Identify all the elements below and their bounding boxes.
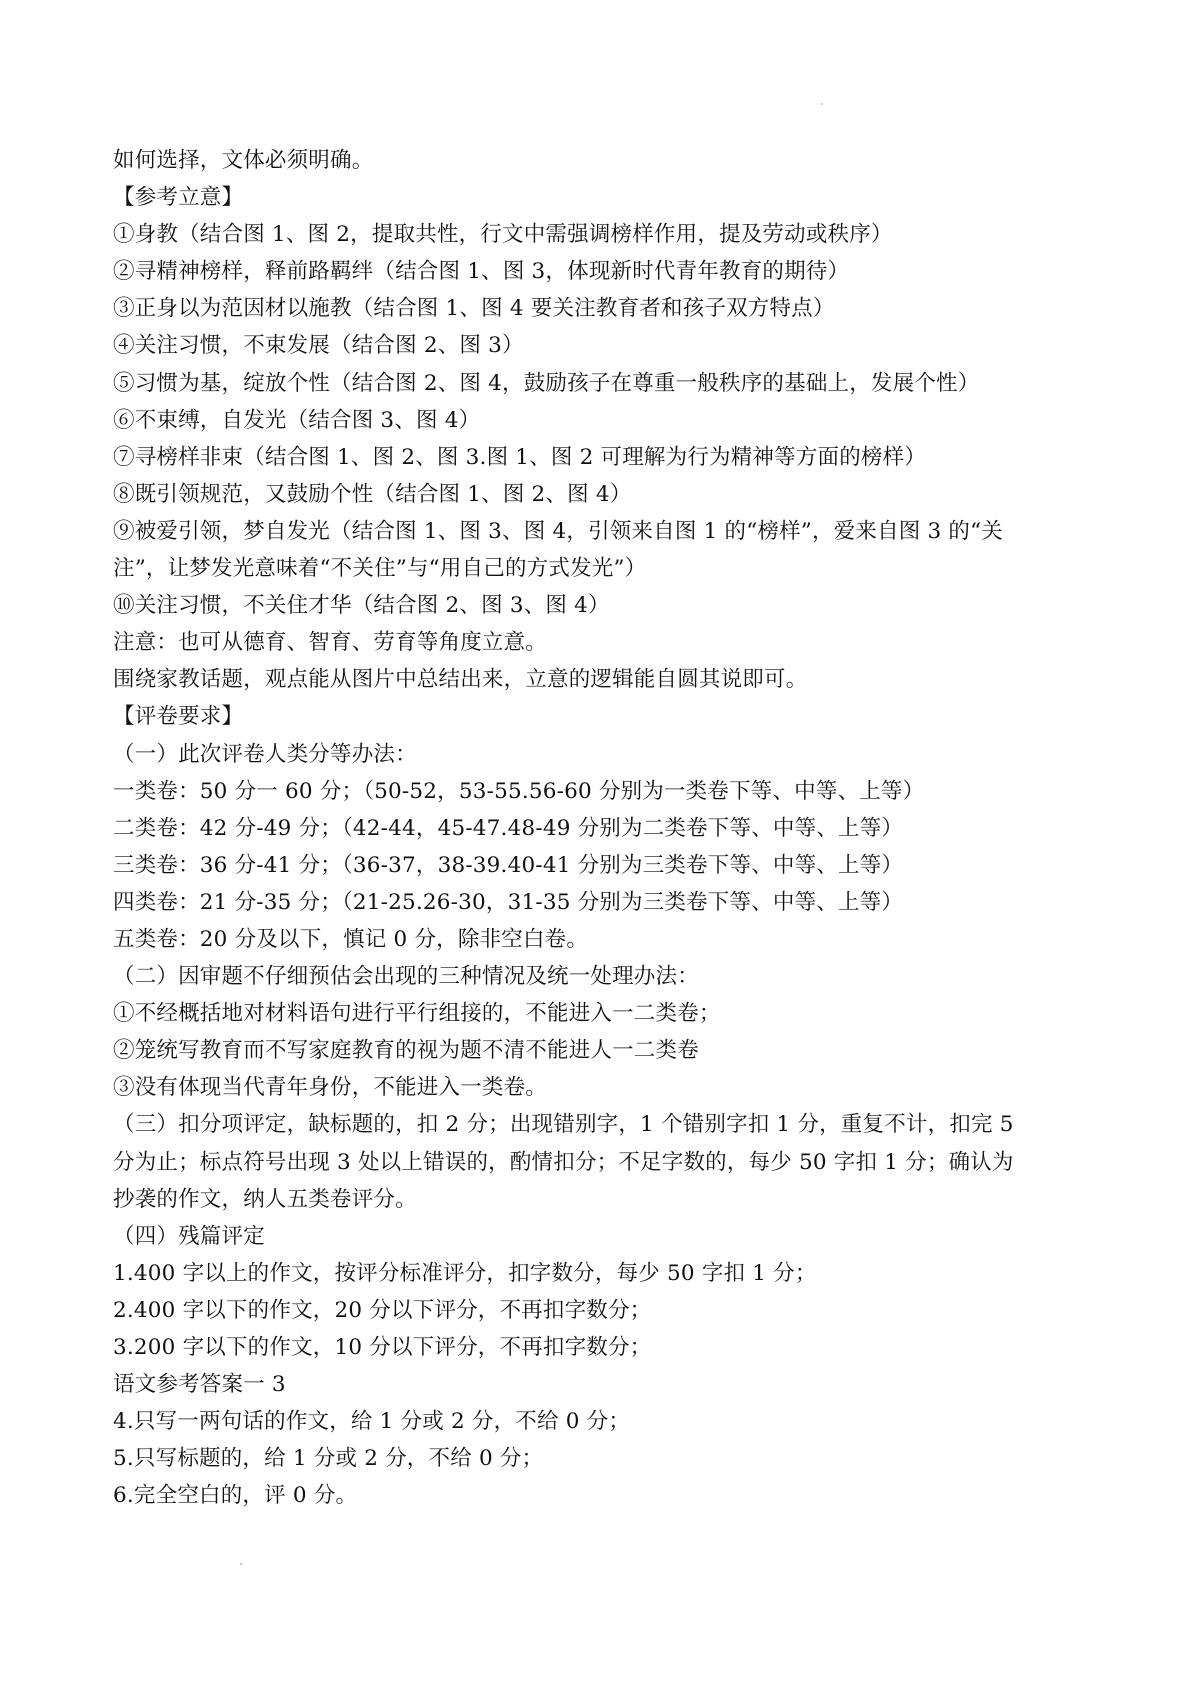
rule-item: ③没有体现当代青年身份，不能进入一类卷。 <box>113 1075 548 1101</box>
grade-level-line: 五类卷：20 分及以下，慎记 0 分，除非空白卷。 <box>113 926 589 952</box>
idea-item: ⑨被爱引领，梦自发光（结合图 1、图 3、图 4，引领来自图 1 的“榜样”，爱来自图 3 的“关 <box>113 518 1004 544</box>
scan-speck <box>240 1563 242 1565</box>
subsection-heading: （四）残篇评定 <box>113 1223 265 1249</box>
idea-item: ③正身以为范因材以施教（结合图 1、图 4 要关注教育者和孩子双方特点） <box>113 296 835 322</box>
idea-item: ⑦寻榜样非束（结合图 1、图 2、图 3.图 1、图 2 可理解为行为精神等方面的榜样） <box>113 444 927 470</box>
incomplete-essay-rule: 6.完全空白的，评 0 分。 <box>113 1483 358 1509</box>
grade-level-line: 四类卷：21 分-35 分；（21-25.26-30，31-35 分别为三类卷下等、中等、上等） <box>113 889 904 915</box>
text-line: 如何选择，文体必须明确。 <box>113 148 374 173</box>
incomplete-essay-rule: 2.400 字以下的作文，20 分以下评分，不再扣字数分； <box>113 1297 652 1323</box>
incomplete-essay-rule: 5.只写标题的，给 1 分或 2 分，不给 0 分； <box>113 1446 544 1472</box>
deduction-paragraph-line: 分为止；标点符号出现 3 处以上错误的，酌情扣分；不足字数的，每少 50 字扣 1 分；确认为 <box>113 1149 1014 1175</box>
idea-item: ①身教（结合图 1、图 2，提取共性，行文中需强调榜样作用，提及劳动或秩序） <box>113 222 893 248</box>
grade-level-line: 二类卷：42 分-49 分；（42-44，45-47.48-49 分别为二类卷下等、中等、上等） <box>113 815 904 841</box>
incomplete-essay-rule: 1.400 字以上的作文，按评分标准评分，扣字数分，每少 50 字扣 1 分； <box>113 1260 817 1286</box>
section-heading-grading-requirements: 【评卷要求】 <box>113 704 244 730</box>
section-heading-reference-ideas: 【参考立意】 <box>113 185 244 211</box>
page-footer-label: 语文参考答案一 3 <box>113 1372 286 1398</box>
deduction-paragraph-line: 抄袭的作文，纳人五类卷评分。 <box>113 1186 417 1212</box>
idea-item: ⑤习惯为基，绽放个性（结合图 2、图 4，鼓励孩子在尊重一般秩序的基础上，发展个性） <box>113 370 980 396</box>
idea-item: ②寻精神榜样，释前路羁绊（结合图 1、图 3，体现新时代青年教育的期待） <box>113 259 850 285</box>
grade-level-line: 一类卷：50 分一 60 分；（50-52，53-55.56-60 分别为一类卷下等、中等、上等） <box>113 778 925 804</box>
rule-item: ①不经概括地对材料语句进行平行组接的，不能进入一二类卷； <box>113 1001 721 1027</box>
idea-item: ④关注习惯，不束发展（结合图 2、图 3） <box>113 333 524 359</box>
grade-level-line: 三类卷：36 分-41 分；（36-37，38-39.40-41 分别为三类卷下等、中等、上等） <box>113 852 904 878</box>
idea-item: ⑥不束缚，自发光（结合图 3、图 4） <box>113 407 481 433</box>
note-line: 注意：也可从德育、智育、劳育等角度立意。 <box>113 630 548 656</box>
incomplete-essay-rule: 3.200 字以下的作文，10 分以下评分，不再扣字数分； <box>113 1335 652 1360</box>
note-line: 围绕家教话题，观点能从图片中总结出来，立意的逻辑能自圆其说即可。 <box>113 667 808 693</box>
idea-item: ⑩关注习惯，不关住才华（结合图 2、图 3、图 4） <box>113 593 610 619</box>
idea-item-continuation: 注”，让梦发光意味着“不关住”与“用自己的方式发光”） <box>113 556 647 582</box>
incomplete-essay-rule: 4.只写一两句话的作文，给 1 分或 2 分，不给 0 分； <box>113 1409 631 1435</box>
scan-speck <box>821 103 823 105</box>
subsection-heading: （二）因审题不仔细预估会出现的三种情况及统一处理办法： <box>113 964 699 990</box>
idea-item: ⑧既引领规范，又鼓励个性（结合图 1、图 2、图 4） <box>113 481 632 507</box>
deduction-paragraph-line: （三）扣分项评定，缺标题的，扣 2 分；出现错别字，1 个错别字扣 1 分，重复不计，扣完 5 <box>113 1112 1014 1138</box>
subsection-heading: （一）此次评卷人类分等办法： <box>113 741 417 767</box>
document-body <box>113 142 1113 1514</box>
rule-item: ②笼统写教育而不写家庭教育的视为题不清不能进人一二类卷 <box>113 1038 699 1064</box>
